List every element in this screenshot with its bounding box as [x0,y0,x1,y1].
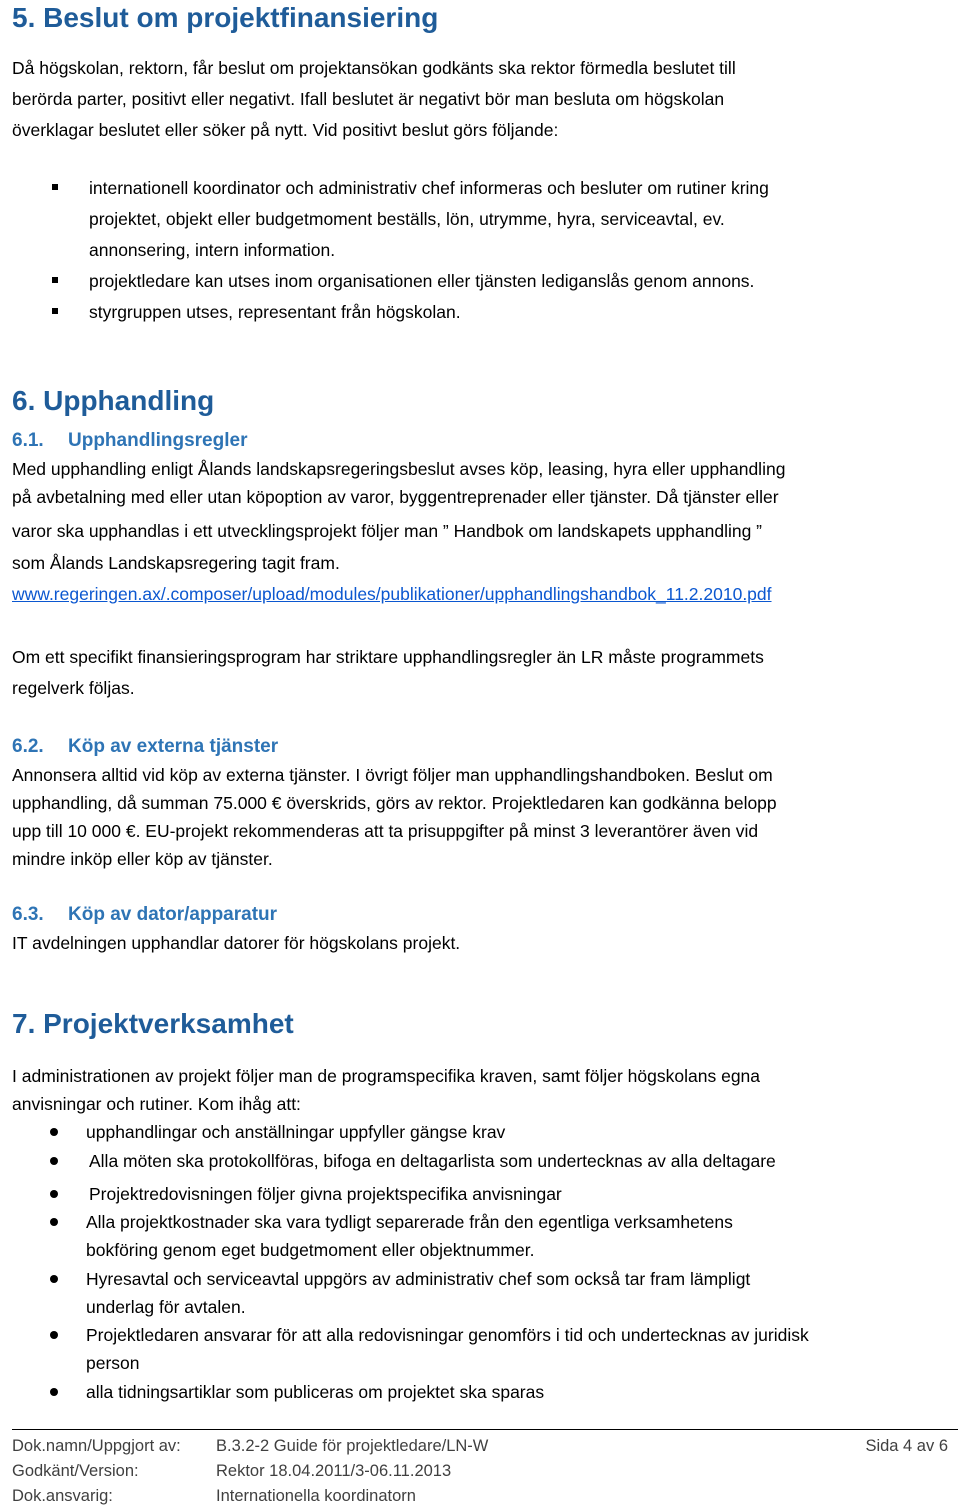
subsection-title: Köp av externa tjänster [68,736,279,757]
round-bullet-icon [50,1190,58,1198]
paragraph-line: Då högskolan, rektorn, får beslut om projektansökan godkänts ska rektor förmedla beslutet till [12,58,736,78]
list-item [44,1180,949,1208]
paragraph-line: upphandling, då summan 75.000 € överskrids, görs av rektor. Projektledaren kan godkänna belopp [12,793,777,813]
paragraph-line: som Ålands Landskapsregering tagit fram. [12,553,340,573]
list-item [44,1147,949,1175]
page-footer [12,1434,948,1509]
list-item-line: Hyresavtal och serviceavtal uppgörs av administrativ chef som också tar fram lämpligt [86,1269,751,1289]
list-item-line: Projektledaren ansvarar för att alla redovisningar genomförs i tid och undertecknas av juridisk [86,1325,809,1345]
upphandlingshandbok-link[interactable]: www.regeringen.ax/.composer/upload/modules/publikationer/upphandlingshandbok_11.2.2010.pdf [12,584,772,604]
paragraph-line: varor ska upphandlas i ett utvecklingsprojekt följer man ” Handbok om landskapets upphandling ” [12,521,763,541]
list-item-line: annonsering, intern information. [89,240,336,260]
paragraph-line: Om ett specifikt finansieringsprogram har striktare upphandlingsregler än LR måste programmets [12,647,764,667]
paragraph-line: I administrationen av projekt följer man de programspecifika kraven, samt följer högskolans egna [12,1066,761,1086]
subsection-title: Upphandlingsregler [68,430,248,451]
round-bullet-icon [50,1218,58,1226]
square-bullet-icon [52,184,58,190]
list-item [50,173,950,266]
list-item-line: underlag för avtalen. [86,1297,246,1317]
footer-label: Dok.ansvarig: [12,1487,113,1505]
page-number: Sida 4 av 6 [865,1437,948,1455]
list-item [44,1118,949,1146]
footer-value: B.3.2-2 Guide för projektledare/LN-W [216,1437,489,1455]
subsection-6-3-heading [12,903,277,927]
footer-row [12,1484,948,1509]
list-item-line: alla tidningsartiklar som publiceras om projektet ska sparas [86,1382,545,1402]
list-item [50,297,950,328]
paragraph-line: överklagar beslutet eller söker på nytt. Vid positivt beslut görs följande: [12,120,559,140]
list-item [44,1378,949,1406]
list-item-line: upphandlingar och anställningar uppfyller gängse krav [86,1122,506,1142]
paragraph-line: regelverk följas. [12,678,135,698]
subsection-number: 6.1. [12,430,44,451]
subsection-6-2-paragraph [12,761,947,873]
footer-label: Dok.namn/Uppgjort av: [12,1437,181,1455]
subsection-title: Köp av dator/apparatur [68,904,278,925]
paragraph-line: på avbetalning med eller utan köpoption av varor, byggentreprenader eller tjänster. Då tjänster eller [12,487,779,507]
subsection-6-1-paragraph-2 [12,642,947,704]
footer-value: Rektor 18.04.2011/3-06.11.2013 [216,1462,452,1480]
list-item-line: Projektredovisningen följer givna projektspecifika anvisningar [89,1184,562,1204]
paragraph-line: IT avdelningen upphandlar datorer för högskolans projekt. [12,933,461,953]
round-bullet-icon [50,1388,58,1396]
subsection-6-1-paragraph [12,455,947,579]
subsection-6-2-heading [12,735,278,759]
subsection-6-1-heading [12,429,247,453]
subsection-number: 6.2. [12,736,44,757]
list-item [44,1321,949,1377]
section-7-paragraph [12,1062,947,1118]
list-item-line: styrgruppen utses, representant från högskolan. [89,302,461,322]
list-item [44,1208,949,1264]
footer-row [12,1434,948,1459]
paragraph-line: berörda parter, positivt eller negativt. Ifall beslutet är negativt bör man besluta om högskolan [12,89,725,109]
round-bullet-icon [50,1128,58,1136]
list-item-line: person [86,1353,140,1373]
section-6-heading: 6. Upphandling [12,385,215,416]
paragraph-line: Med upphandling enligt Ålands landskapsregeringsbeslut avses köp, leasing, hyra eller upphandling [12,459,786,479]
section-5-heading: 5. Beslut om projektfinansiering [12,2,439,33]
section-5-paragraph [12,53,947,146]
subsection-number: 6.3. [12,904,44,925]
square-bullet-icon [52,277,58,283]
footer-divider [12,1429,958,1430]
paragraph-line: upp till 10 000 €. EU-projekt rekommenderas att ta prisuppgifter på minst 3 leverantörer även vid [12,821,759,841]
round-bullet-icon [50,1275,58,1283]
list-item [50,266,950,297]
round-bullet-icon [50,1157,58,1165]
round-bullet-icon [50,1331,58,1339]
footer-value: Internationella koordinatorn [216,1487,416,1505]
paragraph-line: Annonsera alltid vid köp av externa tjänster. I övrigt följer man upphandlingshandboken. Beslut om [12,765,773,785]
square-bullet-icon [52,308,58,314]
footer-label: Godkänt/Version: [12,1462,139,1480]
list-item-line: projektet, objekt eller budgetmoment beställs, lön, utrymme, hyra, serviceavtal, ev. [89,209,725,229]
footer-row [12,1459,948,1484]
upphandlingshandbok-link-line [12,579,947,609]
section-5-bullet-list [50,173,950,328]
list-item-line: projektledare kan utses inom organisationen eller tjänsten lediganslås genom annons. [89,271,755,291]
section-7-heading: 7. Projektverksamhet [12,1008,294,1039]
paragraph-line: mindre inköp eller köp av tjänster. [12,849,273,869]
list-item-line: Alla möten ska protokollföras, bifoga en deltagarlista som undertecknas av alla deltagare [89,1151,776,1171]
list-item-line: Alla projektkostnader ska vara tydligt separerade från den egentliga verksamhetens [86,1212,733,1232]
list-item-line: internationell koordinator och administrativ chef informeras och besluter om rutiner kring [89,178,769,198]
list-item-line: bokföring genom eget budgetmoment eller objektnummer. [86,1240,535,1260]
list-item [44,1265,949,1321]
paragraph-line: anvisningar och rutiner. Kom ihåg att: [12,1094,301,1114]
subsection-6-3-paragraph [12,929,947,957]
